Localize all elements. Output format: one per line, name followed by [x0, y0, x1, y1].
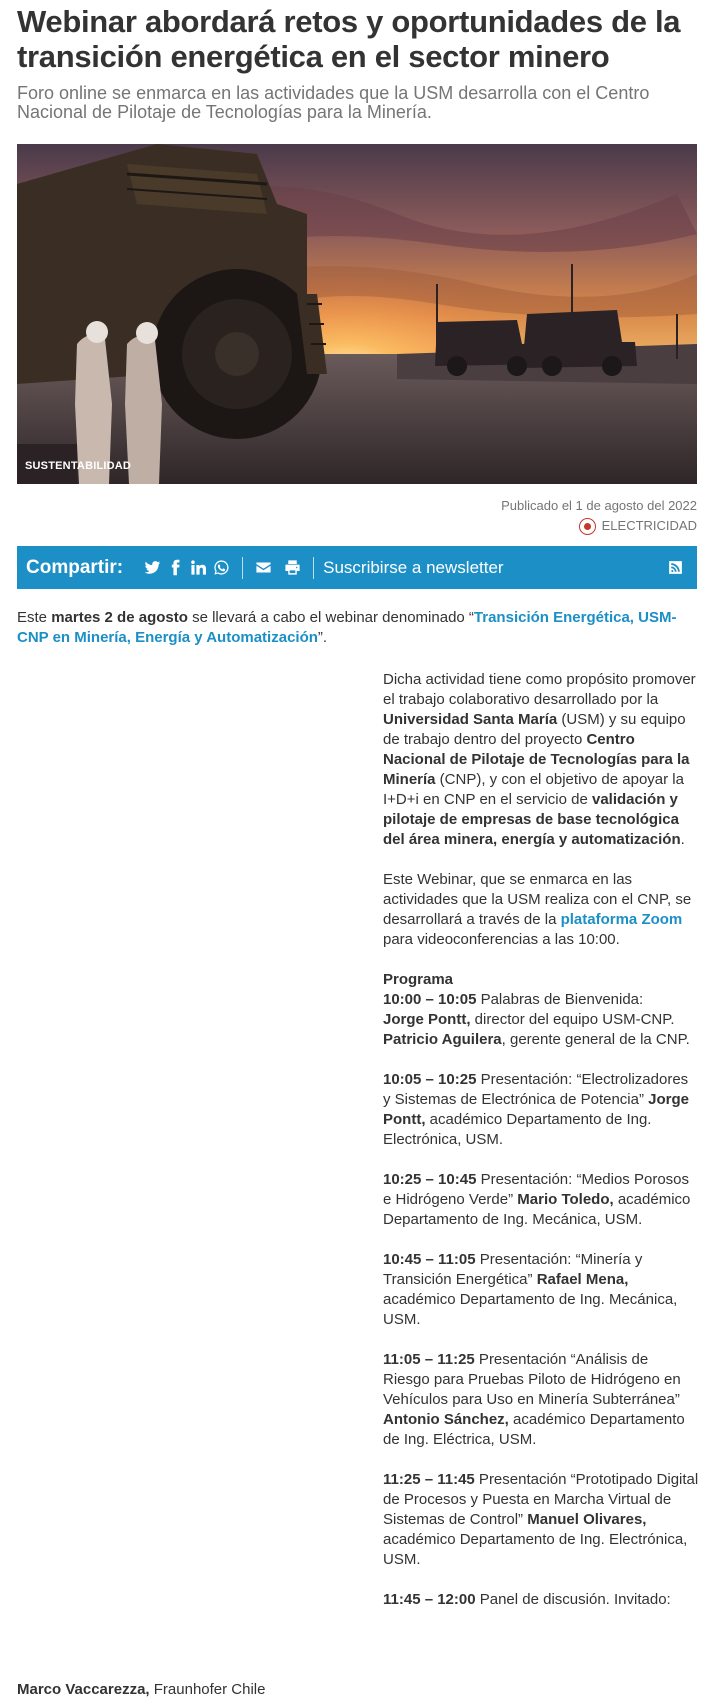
separator [313, 557, 314, 579]
hero-image[interactable] [17, 144, 697, 484]
mail-icon[interactable] [252, 557, 274, 579]
zoom-link[interactable]: plataforma Zoom [560, 911, 683, 928]
separator [242, 557, 243, 579]
category-label[interactable]: ELECTRICIDAD [601, 518, 697, 533]
category-link[interactable] [501, 516, 697, 536]
program-session: Programa 10:00 – 10:05 Palabras de Bienvenida: Jorge Pontt, director del equipo USM-CNP. Patricio Aguilera, gerente general de la CNP. [383, 971, 690, 1048]
publish-date: Publicado el 1 de agosto del 2022 [501, 498, 697, 513]
panel-guest: Marco Vaccarezza, Fraunhofer Chile [17, 1681, 266, 1698]
article-subtitle: Foro online se enmarca en las actividades que la USM desarrolla con el Centro Nacional de Pilotaje de Tecnologías para la Minería. [17, 83, 650, 122]
program-session: 11:45 – 12:00 Panel de discusión. Invitado: [383, 1591, 671, 1608]
program-heading: Programa [383, 971, 454, 988]
rss-icon[interactable] [664, 557, 686, 579]
article-meta [501, 496, 697, 536]
intro-text: Este [17, 609, 52, 626]
article-title: Webinar abordará retos y oportunidades de la transición energética en el sector minero [17, 4, 681, 74]
intro-date: martes 2 de agosto [51, 609, 188, 626]
program-session: 10:05 – 10:25 Presentación: “Electrolizadores y Sistemas de Electrónica de Potencia” Jorge Pontt, académico Departamento de Ing. Electrónica, USM. [383, 1071, 689, 1148]
category-dot-icon [579, 518, 596, 535]
intro-text: ”. [317, 629, 328, 646]
program-session: 11:25 – 11:45 Presentación “Prototipado Digital de Procesos y Puesta en Marcha Virtual de Sistemas de Control” Manuel Olivares, académico Departamento de Ing. Electrónica, USM. [383, 1471, 699, 1568]
share-bar [17, 546, 697, 589]
share-label: Compartir: [26, 556, 124, 578]
article-body [383, 670, 699, 1610]
body-paragraph: Este Webinar, que se enmarca en las actividades que la USM realiza con el CNP, se desarrollará a través de la plataforma Zoom para videoconferencias a las 10:00. [383, 871, 692, 948]
webinar-title-link[interactable]: Transición Energética, USM-CNP en Minería, Energía y Automatización [17, 609, 677, 646]
twitter-icon[interactable] [141, 557, 163, 579]
whatsapp-icon[interactable] [210, 557, 232, 579]
program-session: 10:25 – 10:45 Presentación: “Medios Porosos e Hidrógeno Verde” Mario Toledo, académico Departamento de Ing. Mecánica, USM. [383, 1171, 691, 1228]
program-session: 11:05 – 11:25 Presentación “Análisis de Riesgo para Pruebas Piloto de Hidrógeno en Vehículos para Uso en Minería Subterránea” Antonio Sánchez, académico Departamento de Ing. Eléctrica, USM. [383, 1351, 685, 1448]
intro-paragraph [17, 608, 697, 648]
intro-text: se llevará a cabo el webinar denominado “ [187, 609, 474, 626]
body-paragraph: Dicha actividad tiene como propósito promover el trabajo colaborativo desarrollado por la Universidad Santa María (USM) y su equipo de trabajo dentro del proyecto Centro Nacional de Pilotaje de Tecnologías para la Minería (CNP), y con el objetivo de apoyar la I+D+i en CNP en el servicio de validación y pilotaje de empresas de base tecnológica del área minera, energía y automatización. [383, 671, 696, 848]
sunset-mining-photo [17, 144, 697, 484]
category-tag[interactable]: SUSTENTABILIDAD [25, 460, 132, 472]
newsletter-link[interactable]: Suscribirse a newsletter [323, 557, 504, 577]
program-session: 10:45 – 11:05 Presentación: “Minería y Transición Energética” Rafael Mena, académico Departamento de Ing. Mecánica, USM. [383, 1251, 678, 1328]
facebook-icon[interactable] [164, 557, 186, 579]
print-icon[interactable] [281, 557, 303, 579]
linkedin-icon[interactable] [187, 557, 209, 579]
